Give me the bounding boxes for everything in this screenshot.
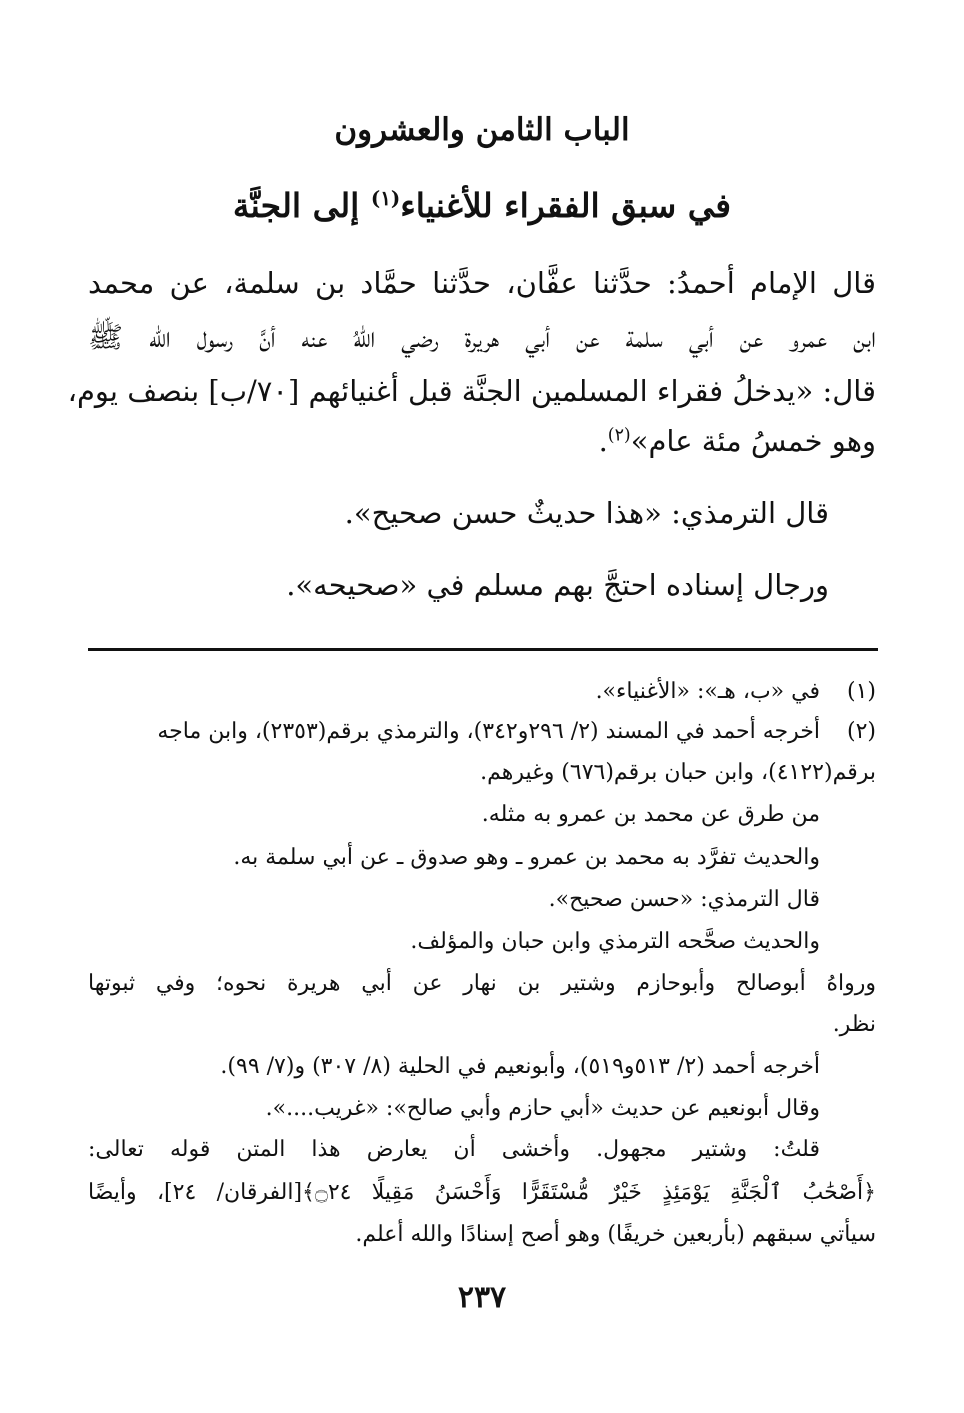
body-line: ورجال إسناده احتجَّ بهم مسلم في «صحيحه». <box>286 568 829 602</box>
footnote-text: في «ب، هـ»: «الأغنياء». <box>595 679 820 704</box>
body-line: قال الترمذي: «هذا حديثٌ حسن صحيح». <box>344 496 829 530</box>
footnote-line: قال الترمذي: «حسن صحيح». <box>548 887 820 912</box>
footnote-2 <box>88 719 876 744</box>
footnote-number: (١) <box>846 679 876 704</box>
body-line: ابن عمرو عن أبي سلمة عن أبي هريرة رضي اللهُ عنه أنَّ رسول الله ﷺ <box>88 320 876 354</box>
footnote-text: أخرجه أحمد في المسند (٢/ ٢٩٦و٣٤٢)، والترمذي برقم(٢٣٥٣)، وابن ماجه <box>157 719 820 744</box>
footnote-line: نظر. <box>832 1012 876 1037</box>
body-line: قال: «يدخلُ فقراء المسلمين الجنَّة قبل أغنيائهم [٧٠/ب] بنصف يوم، <box>67 374 876 408</box>
footnote-line-quran: ﴿أَصْحَٰبُ ٱلْجَنَّةِ يَوْمَئِذٍ خَيْرٌ مُّسْتَقَرًّا وَأَحْسَنُ مَقِيلًا ۝٢٤﴾[الفرقان/ ٢٤]، وأيضًا <box>88 1180 876 1205</box>
subtitle-text: في سبق الفقراء للأغنياء <box>400 186 732 225</box>
footnote-line: أخرجه أحمد (٢/ ٥١٣و٥١٩)، وأبونعيم في الحلية (٨/ ٣٠٧) و(٧/ ٩٩). <box>220 1054 820 1079</box>
page-number: ٢٣٧ <box>457 1280 507 1315</box>
subtitle-text-end: إلى الجنَّة <box>232 186 371 225</box>
footnote-line: ورواهُ أبوصالح وأبوحازم وشتير بن نهار عن أبي هريرة نحوه؛ وفي ثبوتها <box>88 971 876 996</box>
footnote-number: (٢) <box>846 719 876 744</box>
footnote-separator <box>88 648 878 651</box>
chapter-subtitle <box>0 186 964 225</box>
footnote-line: قلتُ: وشتير مجهول. وأخشى أن يعارض هذا المتن قوله تعالى: <box>88 1137 820 1162</box>
footnote-1 <box>88 679 876 704</box>
footnote-line: سيأتي سبقهم (بأربعين خريفًا) وهو أصح إسنادًا والله أعلم. <box>355 1222 876 1247</box>
body-text: وهو خمسُ مئة عام» <box>630 424 876 458</box>
body-line: قال الإمام أحمدُ: حدَّثنا عفَّان، حدَّثنا حمَّاد بن سلمة، عن محمد <box>88 266 876 300</box>
footnote-line: والحديث تفرَّد به محمد بن عمرو ـ وهو صدوق ـ عن أبي سلمة به. <box>233 845 820 870</box>
chapter-title: الباب الثامن والعشرون <box>334 112 630 148</box>
footnote-line: من طرق عن محمد بن عمرو به مثله. <box>481 802 820 827</box>
footnote-line: برقم(٤١٢٢)، وابن حبان برقم(٦٧٦) وغيرهم. <box>480 760 876 785</box>
footnote-line: والحديث صحَّحه الترمذي وابن حبان والمؤلف. <box>410 929 820 954</box>
body-line <box>88 424 876 458</box>
body-text-end: . <box>598 424 608 458</box>
footnote-ref-1[interactable]: (١) <box>370 186 401 210</box>
footnote-ref-2[interactable]: (٢) <box>607 425 631 446</box>
footnote-line: وقال أبونعيم عن حديث «أبي حازم وأبي صالح»: «غريب....». <box>265 1096 820 1121</box>
